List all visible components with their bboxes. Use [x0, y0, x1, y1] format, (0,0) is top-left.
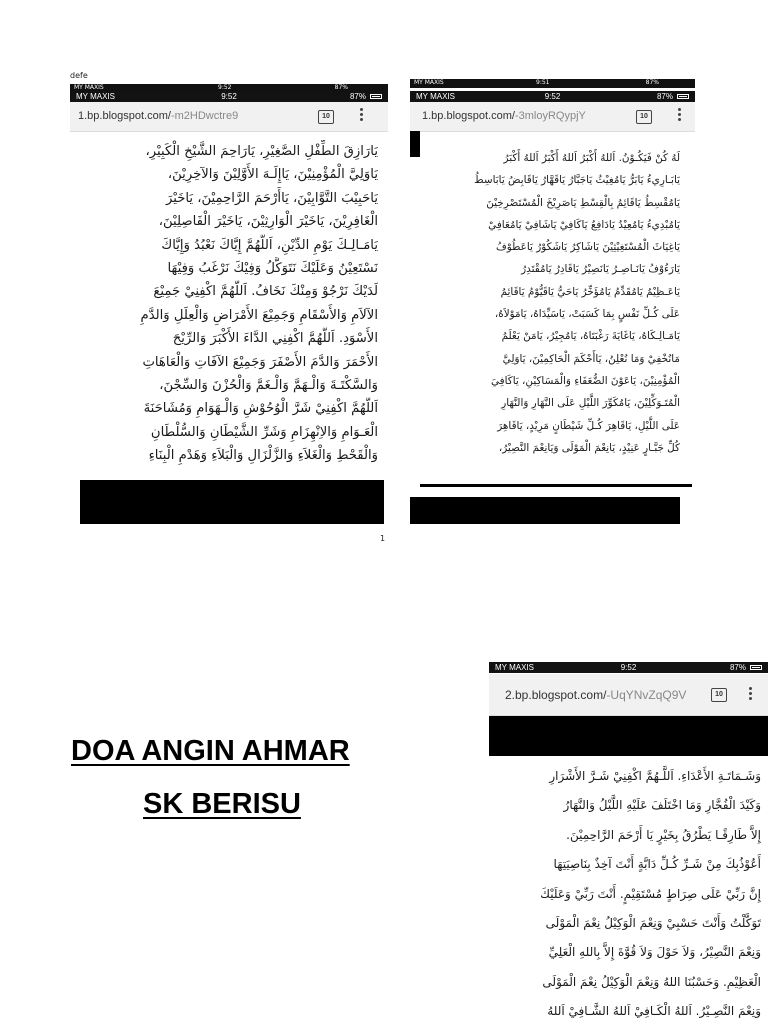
url-domain: 1.bp.blogspot.com/: [78, 110, 171, 122]
text-line: الْعَظِيْمِ. وَحَسْبُنَا اللهُ وَنِعْمَ الْوَكِيْلُ نِعْمَ الْمَوْلَى: [542, 974, 761, 989]
text-line: وَنِعْمَ النَّصِيْرُ، وَلاَ حَوْلَ وَلاَ قُوَّةَ إِلاَّ بِاللهِ الْعَلِيِّ: [548, 945, 761, 960]
text-line: يَابَـارِيءُ يَابَرُّ يَامُغِيْثُ يَاجَبَّارُ يَاقَهَّارُ يَاقَابِضُ يَابَاسِطُ: [474, 174, 680, 187]
text-line: يَاغِيَاثَ الْمُسْتَغِيْثِيْنَ يَاشَاكِرُ يَاشَكُوْرُ يَاعَطُوْفُ: [496, 241, 680, 254]
text-line: الآلاَمِ وَالأَسْقَامِ وَجَمِيْعَ الأَمْرَاضِ وَالْعِلَلِ وَالدَّمِ: [140, 307, 378, 323]
battery-label: 87%: [645, 79, 659, 86]
document-subtitle: SK BERISU: [143, 788, 301, 820]
text-line: وَالْقَحْطِ وَالْغَلاَءِ وَالزَّلْزَالِ وَالْبَلاَءِ وَهَدْمِ الْبِنَاءِ: [148, 448, 378, 464]
url-text[interactable]: [505, 688, 701, 702]
address-bar[interactable]: [410, 102, 695, 132]
carrier-label: MY MAXIS: [76, 92, 115, 101]
text-line: عَلَى اللَّيْلِ، يَاقَاهِرَ كُـلِّ شَيْطَانٍ مَرِيْدٍ، يَاقَاهِرَ: [497, 419, 680, 432]
url-path: -m2HDwctre9: [170, 110, 239, 122]
url-path: -3mloyRQypjY: [514, 110, 586, 122]
url-path: -UqYNvZqQ9V: [606, 688, 687, 702]
text-line: وَكَيْدَ الْفُجَّارِ وَمَا اخْتَلَفَ عَلَيْهِ اللَّيْلُ وَالنَّهَارُ: [563, 798, 761, 813]
overflow-menu-icon[interactable]: [749, 687, 753, 702]
text-line: مَانُخْفِيْ وَمَا نُعْلِنُ، يَاأَحْكَمَ الْحَاكِمِيْنَ، يَاوَلِيَّ: [502, 352, 680, 365]
text-line: يَامَـالِـكَ يَوْمِ الدِّيْنِ، اَللَّهُمَّ إِيَّاكَ نَعْبُدُ وَإِيَّاكَ: [161, 237, 378, 253]
carrier-label: MY MAXIS: [416, 92, 455, 101]
doa-text: [499, 762, 761, 1024]
document-title: DOA ANGIN AHMAR: [71, 735, 350, 767]
battery-label: 87%: [349, 92, 366, 101]
text-line: أَعُوْذُبِكَ مِنْ شَـرِّ كُـلِّ دَابَّةٍ أَنْتَ آخِذٌ بِنَاصِيَتِهَا: [553, 857, 761, 872]
text-line: تَوَكَّلْتُ وَأَنْتَ حَسْبِيْ وَنِعْمَ الْوَكِيْلُ نِعْمَ الْمَوْلَى: [545, 916, 761, 931]
text-line: يَاوَلِيَّ الْمُؤْمِنِيْنَ، يَاإِلَـهَ الأَوَّلِيْنَ وَالآخِرِيْنَ،: [167, 167, 378, 183]
text-line: عَلَى كُـلِّ نَفْسٍ بِمَا كَسَبَتْ، يَاسَيِّدَاهُ، يَامَوْلاَهُ،: [494, 308, 680, 321]
header-label: defe: [70, 71, 88, 80]
text-line: اَللَّهُمَّ اكْفِنِيْ شَرَّ الْوُحُوْشِ وَالْـهَوَامِ وَمُشَاحَنَةَ: [143, 401, 378, 417]
text-line: لَهُ كُنْ فَيَكُـوْنُ. اَللهُ أَكْبَرُ اَللهُ أَكْبَرُ اَللهُ أَكْبَرُ: [503, 152, 680, 164]
text-line: كُلِّ جَبَّـارٍ عَنِيْدٍ، يَانِعْمَ الْمَوْلَى وَيَانِعْمَ النَّصِيْرُ،: [498, 441, 680, 454]
doa-text: [446, 147, 680, 459]
clock-label: 9:52: [221, 92, 237, 101]
text-line: إِنَّ رَبِّيْ عَلَى صِرَاطٍ مُسْتَقِيْمٍ. أَنْتَ رَبِّيْ وَعَلَيْكَ: [540, 886, 761, 901]
battery-icon: [677, 94, 689, 99]
text-line: وَالسَّكْتَـةَ وَالْـهَمَّ وَالْـغَمَّ وَالْحُزْنَ وَالسِّجْنَ،: [159, 378, 378, 394]
text-line: الْغَافِرِيْنَ، يَاخَيْرَ الْوَارِثِيْنَ، يَاخَيْرَ الْفَاصِلِيْنَ،: [158, 214, 378, 230]
url-domain: 2.bp.blogspot.com/: [505, 688, 607, 702]
text-line: يَامُقْسِطُ يَاقَائِمُ بِالْقِسْطِ يَاصَرِيْخَ الْمُسْتَصْرِخِيْنَ: [486, 196, 680, 209]
carrier-label: MY MAXIS: [74, 84, 104, 91]
clock-label: 9:52: [620, 663, 637, 672]
text-line: الْمُؤْمِنِيْنَ، يَاعَوْنَ الضُّعَفَاءِ وَالْمَسَاكِيْنِ، يَاكَافِيَ: [490, 374, 680, 387]
divider-bar: [420, 484, 692, 487]
status-bar: [489, 662, 768, 673]
text-line: نَسْتَعِيْنُ وَعَلَيْكَ نَتَوَكَّلُ وَفِيْكَ نَرْغَبُ وَفِيْهَا: [167, 261, 378, 277]
page-number: 1: [380, 534, 386, 543]
text-line: لَدَيْكَ نَرْجُوْ وَمِنْكَ نَخَافُ. اَللَّهُمَّ اكْفِنِيْ جَمِيْعَ: [153, 284, 378, 300]
battery-icon: [750, 665, 762, 670]
text-line: الْعَـوَامِ وَالاِنْهِزَامِ وَشَرِّ الشَّيْطَانِ وَالسُّلْطَانِ: [150, 424, 378, 440]
screenshot-1: [70, 84, 388, 524]
status-bar: [410, 91, 695, 102]
url-domain: 1.bp.blogspot.com/: [422, 110, 515, 122]
text-line: يَارَازِقَ الطِّفْلِ الصَّغِيْرِ، يَارَاحِمَ الشَّيْخِ الْكَبِيْرِ،: [145, 144, 378, 159]
redacted-block: [410, 131, 420, 157]
battery-label: 87%: [656, 92, 673, 101]
clock-label: 9:52: [544, 92, 561, 101]
text-line: يَامَـالِـكَاهُ، يَاغَايَةَ رَغْبَتَاهُ، يَامُجِيْرُ، يَامَنْ يَعْلَمُ: [501, 330, 680, 343]
text-line: إِلاَّ طَارِقًـا يَطْرُقُ بِخَيْرٍ يَا أَرْحَمَ الرَّاحِمِيْنَ.: [566, 827, 761, 842]
text-line: وَشَـمَاتَـةِ الأَعْدَاءِ. اَللَّـهُمَّ اكْفِنِيْ شَـرَّ الأَشْرَارِ: [549, 769, 761, 783]
redacted-block: [410, 497, 680, 524]
redacted-block: [489, 716, 768, 756]
text-line: يَامُبْدِيءُ يَامُعِيْدُ يَادَافِعُ يَاكَافِيْ يَاشَافِيْ يَامُعَافِيْ: [488, 218, 680, 231]
status-bar: [70, 91, 388, 102]
url-text[interactable]: [78, 110, 300, 122]
battery-label: 87%: [334, 84, 348, 91]
carrier-label: MY MAXIS: [414, 79, 444, 86]
text-line: وَنِعْمَ النَّصِـيْرُ. اَللهُ الْكَـافِيْ اَللهُ الشَّـافِيْ اَللهُ: [547, 1004, 761, 1019]
text-line: الأَسْوَدِ. اَللَّهُمَّ اكْفِنِي الدَّاءَ الأَكْبَرَ وَالرِّيْحَ: [172, 331, 378, 347]
battery-icon: [370, 94, 382, 99]
screenshot-3: [489, 662, 768, 1024]
tab-switcher-button[interactable]: 10: [636, 110, 652, 124]
text-line: يَاعَـظِيْمُ يَامُقَدِّمُ يَامُؤَخِّرُ يَاحَيُّ يَاقَيُّوْمُ يَاقَائِمُ: [500, 285, 680, 298]
tab-switcher-button[interactable]: 10: [318, 110, 334, 124]
text-line: يَارَءُوْفُ يَانَـاصِـرُ يَانَصِيْرُ يَاقَادِرُ يَامُقْتَدِرُ: [521, 263, 680, 276]
address-bar[interactable]: [70, 102, 388, 132]
address-bar[interactable]: [489, 674, 768, 716]
overflow-menu-icon[interactable]: [360, 108, 364, 123]
redacted-block: [80, 480, 384, 524]
battery-label: 87%: [729, 663, 746, 672]
clock-label: 9:51: [536, 79, 550, 86]
screenshot-2: [410, 79, 695, 525]
text-line: الْمُتَـوَكِّلِيْنَ، يَامُكَوِّرَ اللَّيْلِ عَلَى النَّهَارِ وَالنَّهَارِ: [501, 397, 680, 410]
url-text[interactable]: [422, 110, 620, 122]
ghost-status-bar: [410, 79, 695, 88]
clock-label: 9:52: [218, 84, 232, 91]
text-line: يَاحَبِيْبَ التَّوَّابِيْنَ، يَاأَرْحَمَ الرَّاحِمِيْنَ، يَاخَيْرَ: [165, 190, 378, 206]
text-line: الأَحْمَرَ وَالدَّمَ الأَصْفَرَ وَجَمِيْعَ الآفَاتِ وَالْعَاهَاتِ: [142, 354, 378, 370]
doa-text: [82, 140, 378, 468]
tab-switcher-button[interactable]: 10: [711, 688, 727, 702]
overflow-menu-icon[interactable]: [678, 108, 682, 123]
carrier-label: MY MAXIS: [495, 663, 534, 672]
